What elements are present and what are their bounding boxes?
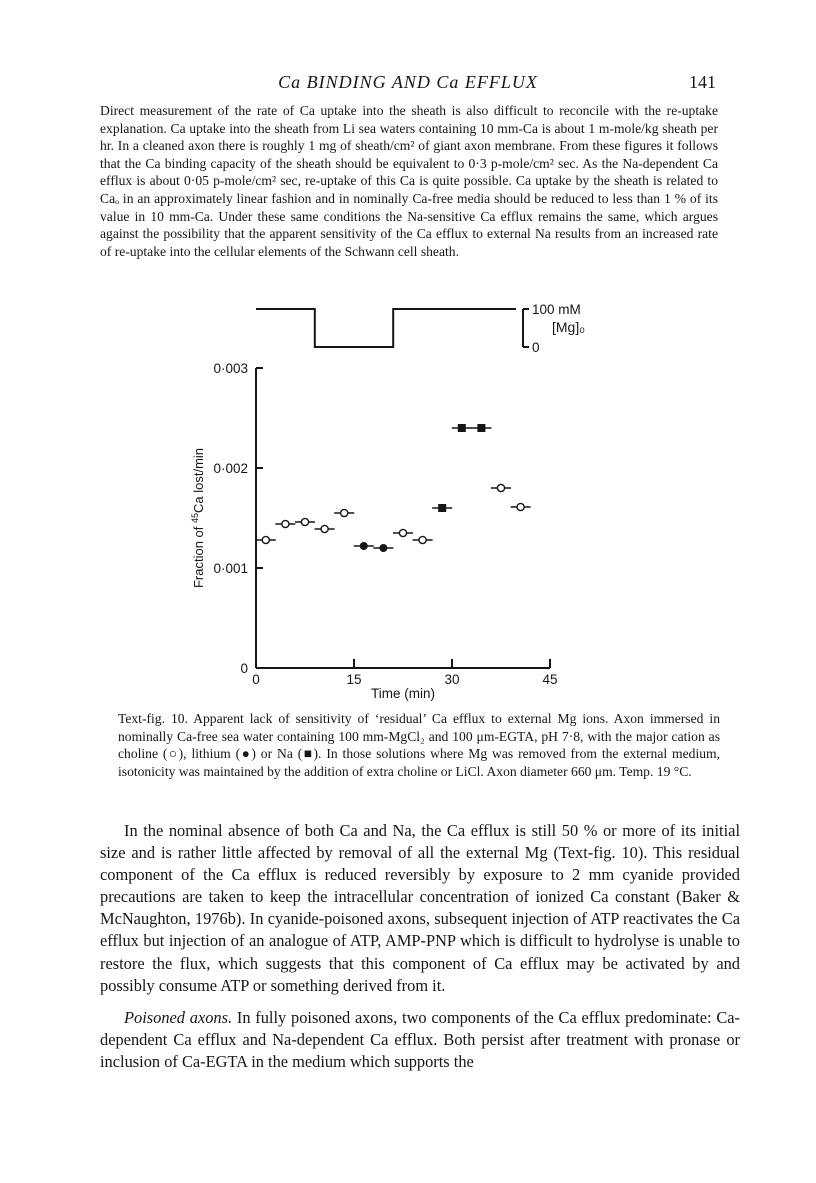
mg-label-low: 0 xyxy=(532,340,540,355)
data-point-filled-square xyxy=(452,424,472,432)
data-point-filled-circle xyxy=(373,544,393,552)
figure-text-fig-10 xyxy=(190,300,590,705)
x-tick-label: 45 xyxy=(542,672,558,687)
paragraph-3-text: In fully poisoned axons, two components of the Ca efflux predominate: Ca-dependent Ca efflux and Na-dependent Ca efflux. Both persist after treatment with pronase or inclusion of Ca-EGTA in the medium which supports the xyxy=(100,1008,741,1072)
body-paragraph-1: Direct measurement of the rate of Ca uptake into the sheath is also difficult to reconcile with the re-uptake explanation. Ca uptake into the sheath from Li sea waters containing 10 mm-Ca is about 1 m-mole/kg sheath per hr. In a cleaned axon there is roughly 1 mg of sheath/cm² of giant axon membrane. From these figures it follows that the Ca binding capacity of the sheath should be equivalent to 0·3 p-mole/cm² sec. As the Na-dependent Ca efflux is about 0·05 p-mole/cm² sec, re-uptake of this Ca is quite possible. Ca uptake by the sheath is related to Caₒ in an approximately linear fashion and in nominally Ca-free media should be reduced to less than 1 % of its value in 10 mm-Ca. Under these same conditions the Na-sensitive Ca efflux remains the same, which argues against the possibility that the apparent sensitivity of the Ca efflux to external Na results from an increased rate of re-uptake into the cellular elements of the Schwann cell sheath. xyxy=(100,103,718,259)
data-point-marker xyxy=(438,504,446,512)
body-paragraph-2: In the nominal absence of both Ca and Na, the Ca efflux is still 50 % or more of its initial size and is rather little affected by removal of all the external Mg (Text-fig. 10). This residual component of the Ca efflux is reduced reversibly by exposure to 2 mm cyanide provided precautions are taken to keep the intracellular concentration of ionized Ca constant (Baker & McNaughton, 1976b). In cyanide-poisoned axons, subsequent injection of ATP reactivates the Ca efflux but injection of an analogue of ATP, AMP-PNP which is difficult to hydrolyse is unable to restore the flux, which suggests that this component of Ca efflux may be activated by and possibly consume ATP or something derived from it. xyxy=(100,821,740,995)
mg-concentration-trace xyxy=(256,309,516,347)
x-tick-label: 15 xyxy=(346,672,362,687)
y-tick-label: 0 xyxy=(240,661,248,676)
data-point-marker xyxy=(517,503,524,510)
data-point-open-circle xyxy=(334,509,354,516)
data-point-marker xyxy=(282,520,289,527)
data-point-open-circle xyxy=(511,503,531,510)
data-point-marker xyxy=(341,509,348,516)
page-header xyxy=(100,72,716,96)
data-point-marker xyxy=(262,536,269,543)
data-point-open-circle xyxy=(315,525,335,532)
figure-caption: Text-fig. 10. Apparent lack of sensitivity of ‘residual’ Ca efflux to external Mg ions. Axon immersed in nominally Ca-free sea water containing 100 mm-MgCl₂ and 100 μm-EGTA, pH 7·8, with the major cation as choline (○), lithium (●) or Na (■). In those solutions where Mg was removed from the external medium, isotonicity was maintained by the addition of extra choline or LiCl. Axon diameter 660 μm. Temp. 19 °C. xyxy=(118,711,720,779)
y-axis-label-suffix: Ca lost/min xyxy=(191,447,206,513)
data-point-open-circle xyxy=(393,529,413,536)
y-tick-label: 0·001 xyxy=(213,561,248,576)
data-point-marker xyxy=(379,544,387,552)
data-point-marker xyxy=(360,542,368,550)
x-tick-label: 0 xyxy=(252,672,260,687)
data-point-open-circle xyxy=(491,484,511,491)
y-axis-label-isotope: 45 xyxy=(190,512,200,524)
data-point-marker xyxy=(399,529,406,536)
data-point-marker xyxy=(301,518,308,525)
data-point-marker xyxy=(419,536,426,543)
y-axis-label-prefix: Fraction of xyxy=(191,523,206,589)
chart-svg xyxy=(190,300,590,705)
y-tick-label: 0·003 xyxy=(213,361,248,376)
data-point-open-circle xyxy=(256,536,276,543)
data-point-open-circle xyxy=(295,518,315,525)
mg-label-ion: [Mg]₀ xyxy=(552,319,586,335)
running-title: Ca BINDING AND Ca EFFLUX xyxy=(278,72,538,92)
data-points xyxy=(256,424,531,552)
data-point-filled-square xyxy=(471,424,491,432)
data-point-filled-circle xyxy=(354,542,374,550)
page-number: 141 xyxy=(689,72,716,92)
data-point-open-circle xyxy=(275,520,295,527)
data-point-marker xyxy=(458,424,466,432)
mg-label-high: 100 mM xyxy=(532,302,581,317)
x-tick-label: 30 xyxy=(444,672,460,687)
data-point-marker xyxy=(497,484,504,491)
axis-ticks xyxy=(213,361,557,687)
y-tick-label: 0·002 xyxy=(213,461,248,476)
data-point-open-circle xyxy=(413,536,433,543)
data-point-marker xyxy=(477,424,485,432)
y-axis-label xyxy=(190,448,206,588)
paragraph-3-run-in-heading: Poisoned axons. xyxy=(124,1008,233,1027)
body-paragraph-3 xyxy=(100,1007,740,1073)
data-point-filled-square xyxy=(432,504,452,512)
x-axis-label: Time (min) xyxy=(371,686,435,701)
data-point-marker xyxy=(321,525,328,532)
